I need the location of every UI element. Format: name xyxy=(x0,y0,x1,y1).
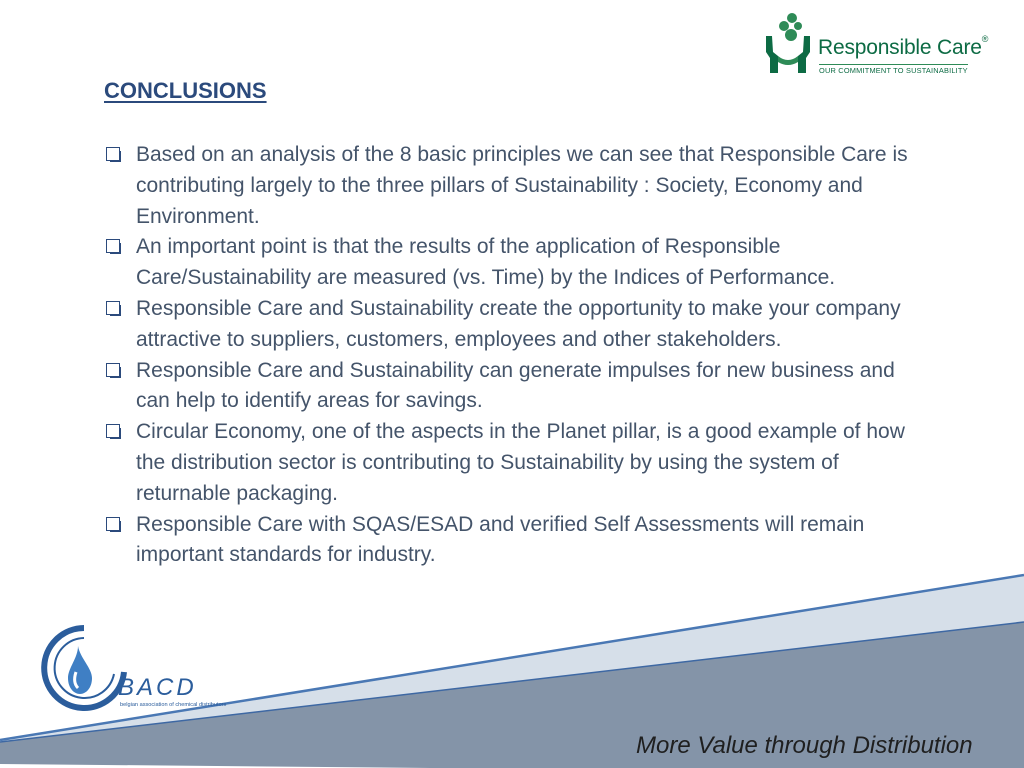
water-drop-icon xyxy=(38,622,130,714)
rc-logo-name: Responsible Care® xyxy=(818,34,989,59)
list-item xyxy=(104,140,934,232)
bacd-logo xyxy=(38,622,227,714)
list-item xyxy=(104,232,934,294)
checkbox-bullet-icon xyxy=(106,301,120,315)
list-item xyxy=(104,510,934,572)
page-title: CONCLUSIONS xyxy=(104,78,267,103)
list-item-text: Responsible Care with SQAS/ESAD and verified Self Assessments will remain important standards for industry. xyxy=(136,512,865,567)
list-item xyxy=(104,417,934,509)
list-item-text: Responsible Care and Sustainability can generate impulses for new business and can help to identify areas for savings. xyxy=(136,358,895,413)
responsible-care-logo xyxy=(764,12,996,76)
checkbox-bullet-icon xyxy=(106,424,120,438)
checkbox-bullet-icon xyxy=(106,517,120,531)
bacd-logo-subtitle: belgian association of chemical distributors xyxy=(120,702,227,708)
conclusions-list xyxy=(104,140,934,571)
checkbox-bullet-icon xyxy=(106,363,120,377)
footer-tagline: More Value through Distribution xyxy=(636,732,973,759)
bacd-logo-name: BACD xyxy=(118,674,197,701)
list-item-text: Based on an analysis of the 8 basic principles we can see that Responsible Care is contributing largely to the three pillars of Sustainability : Society, Economy and Environment. xyxy=(136,143,908,228)
rc-logo-tagline: OUR COMMITMENT TO SUSTAINABILITY xyxy=(819,66,968,75)
checkbox-bullet-icon xyxy=(106,147,120,161)
list-item xyxy=(104,356,934,418)
checkbox-bullet-icon xyxy=(106,239,120,253)
list-item-text: Responsible Care and Sustainability create the opportunity to make your company attractive to suppliers, customers, employees and other stakeholders. xyxy=(136,296,901,351)
list-item-text: Circular Economy, one of the aspects in the Planet pillar, is a good example of how the distribution sector is contributing to Sustainability by using the system of returnable packaging. xyxy=(136,420,905,505)
list-item-text: An important point is that the results of the application of Responsible Care/Sustainability are measured (vs. Time) by the Indices of Performance. xyxy=(136,235,836,290)
list-item xyxy=(104,294,934,356)
hands-molecule-icon xyxy=(764,12,812,74)
